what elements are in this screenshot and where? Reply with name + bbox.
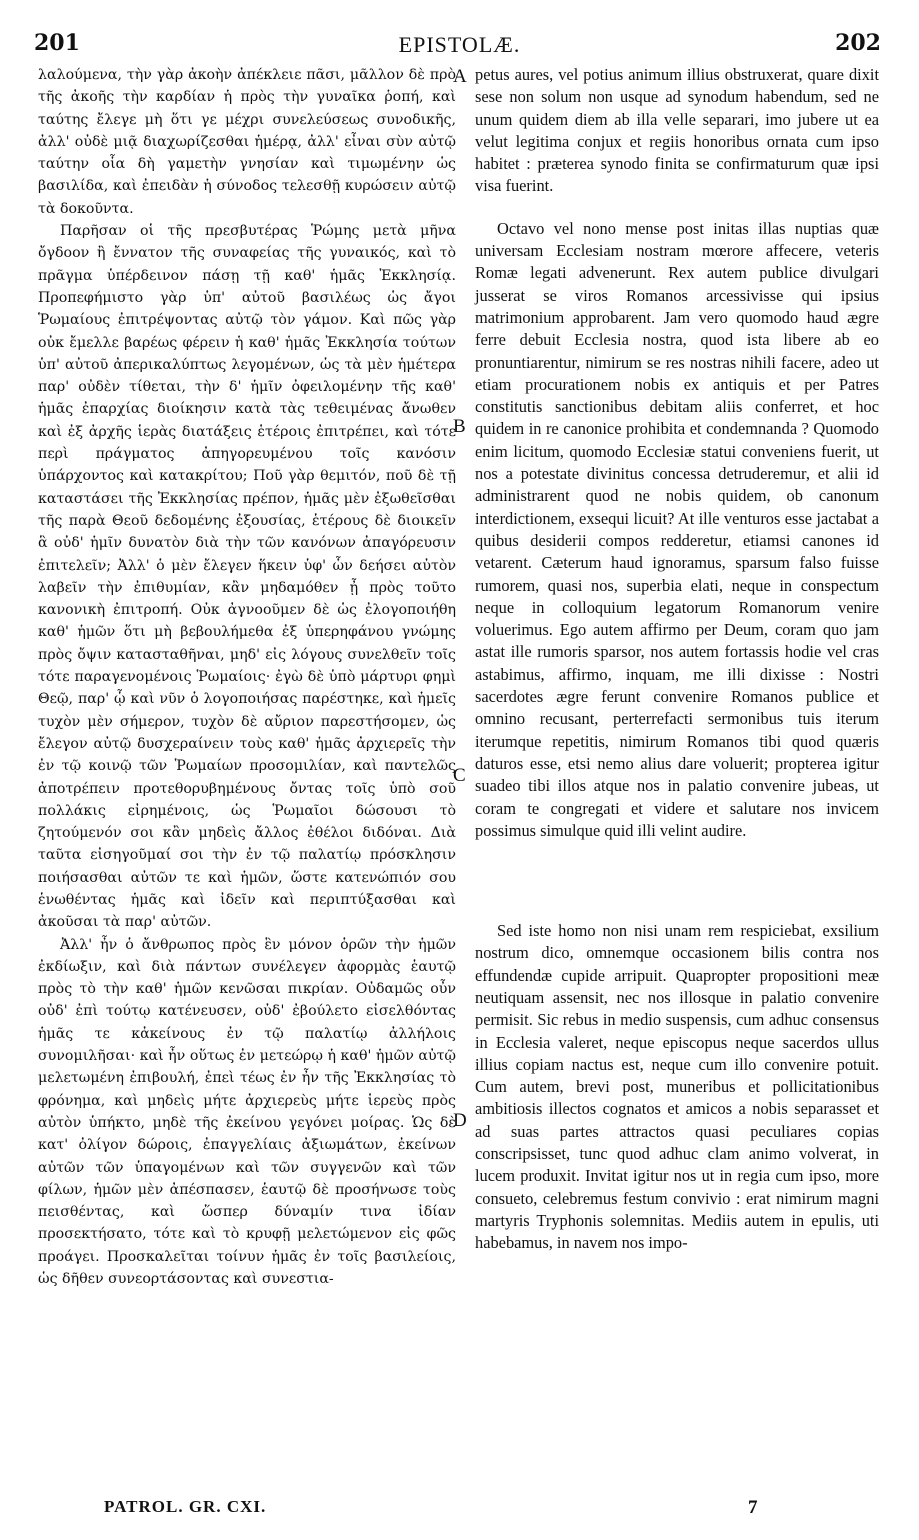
margin-letter-d: D (453, 1110, 467, 1131)
greek-paragraph-2: Παρῆσαν οἱ τῆς πρεσβυτέρας Ῥώμης μετὰ μῆνα ὄγδοον ἢ ἔννατον τῆς συναφείας τῆς γυναικός, καὶ τὸ πρᾶγμα ὑπέρδεινον πάσῃ τῇ καθ' ἡμᾶς Ἐκκλησίᾳ. Προπεφήμιστο γὰρ ὑπ' αὐτοῦ βασιλέως ὡς ἄγοι Ῥωμαίους ἐπιτρέψοντας αὐτῷ τὸν γάμον. Καὶ πῶς γὰρ οὐκ ἔμελλε βαρέως φέρειν ἡ καθ' ἡμᾶς Ἐκκλησία τούτων ὑπ' αὐτοῦ ἀπερικαλύπτως λεγομένων, ὡς τὰ μὲν ἡμέτερα παρ' οὐδὲν τίθεται, τὴν δ' ἡμῖν ὀφειλομένην τῆς καθ' ἡμᾶς ἐπαρχίας διοίκησιν κατὰ τὰς τεθειμένας ἄνωθεν καὶ ἐξ ἀρχῆς ἱερὰς διατάξεις ἑτέροις ἐπιτρέπει, καὶ τότε περὶ πράγματος ἀπηγορευμένου τοῖς κανόσιν ὑπάρχοντος καὶ κατακρίτου; Ποῦ γὰρ θεμιτόν, ποῦ δὲ τῇ καταστάσει τῆς Ἐκκλησίας πρέπον, ἡμᾶς μὲν ἐξωθεῖσθαι τῆς παρὰ Θεοῦ δεδομένης ἐξουσίας, ἑτέρους δὲ διοικεῖν ἃ οὐδ' ἡμῖν δυνατὸν διὰ τὴν τῶν κανόνων ἀπαγόρευσιν ἐπιτελεῖν; Ἀλλ' ὁ μὲν ἔλεγεν ἥκειν ὑφ' ὧν δεήσει αὐτὸν λαβεῖν τὴν ἐπιθυμίαν, κἂν μηδαμόθεν ᾖ πρὸς τοῦτο κανονικὴ ἐπιτροπή. Οὐκ ἀγνοοῦμεν δὲ ὡς ἐλογοποιήθη καθ' ἡμῶν ὅτι μὴ βεβουλήμεθα ἐξ ὑπερηφάνου γνώμης πρὸς ὄψιν κατασταθῆναι, μηδ' εἰς λόγους συνελθεῖν τοῖς τότε παραγενομένοις Ῥωμαίοις· ἐγὼ δὲ ὑπὸ μάρτυρι φημὶ Θεῷ, παρ' ᾧ καὶ νῦν ὁ λογοποιήσας παρέστηκε, καὶ ἡμεῖς τυχὸν μὲν σήμερον, τυχὸν δὲ αὔριον παρεστήσομεν, ὡς ἔλεγον αὐτῷ δυσχεραίνειν τοὺς καθ' ἡμᾶς ἀρχιερεῖς τὴν ἐν τῷ κοινῷ τῶν Ῥωμαίων προσομιλίαν, καὶ παντελῶς ἀποτρέπειν προτεθορυβημένους ὄντας τοῖς ὑπὸ σοῦ πολλάκις εἰρημένοις, ὡς Ῥωμαῖοι δώσουσι τὸ ζητούμενόν σοι κἂν μηδεὶς ἄλλος ἐθέλοι διδόναι. Διὰ ταῦτα εἰσηγοῦμαί σοι τὴν ἐν τῷ παλατίῳ πρόσκλησιν ποιήσασθαι αὐτῶν τε καὶ ἡμῶν, ὥστε κατενώπιόν σου ἑνωθέντας ἡμᾶς καὶ ἰδεῖν καὶ περιπτύξασθαι καὶ ἀκοῦσαι τὰ παρ' αὐτῶν. (38, 223, 456, 931)
margin-letter-a: A (453, 66, 467, 87)
greek-paragraph-3: Ἀλλ' ἦν ὁ ἄνθρωπος πρὸς ἓν μόνον ὁρῶν τὴν ἡμῶν ἐκδίωξιν, καὶ διὰ πάντων συνέλεγεν ἀφορμὰς ἑαυτῷ πρὸς τὸ τὴν καθ' ἡμῶν κενῶσαι πικρίαν. Οὐδαμῶς οὖν οὐδ' ἐπὶ τούτῳ κατένευσεν, οὐδ' ἐβούλετο εἰσελθόντας ἡμᾶς τε κἀκείνους ἐν τῷ παλατίῳ ἀλλήλοις συνομιλῆσαι· καὶ ἦν οὕτως ἐν μετεώρῳ ἡ καθ' ἡμῶν αὐτῷ μελετωμένη ἐπιβουλή, ἐπεὶ τέως ἐν ἦν τῆς Ἐκκλησίας τὸ φρόνημα, καὶ μηδεὶς μήτε ἀρχιερεὺς μήτε ἱερεὺς πρὸς αὐτὸν ὑπήκτο, μηδὲ τῆς ἐκείνου γεγόνει μοίρας. Ὡς δὲ κατ' ὀλίγον δώροις, ἐπαγγελίαις ἀξιωμάτων, ἐκείνων αὐτῶν τῶν ὑπαγομένων καὶ τῶν συγγενῶν καὶ τῶν φίλων, ἡμῶν μὲν ἀπέσπασεν, ἑαυτῷ δὲ προσήνωσε τοὺς πεισθέντας, καὶ ὥσπερ δύναμίν τινα ἰδίαν προσεκτήσατο, τότε καὶ τὸ κρυφῇ μελετώμενον εἰς φῶς προάγει. Προσκαλεῖται τοίνυν ἡμᾶς ἐν τοῖς βασιλείοις, ὡς δῆθεν συνεορτάσοντας καὶ συνεστια- (38, 936, 456, 1288)
greek-column (38, 64, 456, 1290)
footer-signature-number: 7 (748, 1497, 758, 1518)
footer-source: PATROL. GR. CXI. (104, 1497, 267, 1516)
greek-paragraph-1: λαλούμενα, τὴν γὰρ ἀκοὴν ἀπέκλειε πᾶσι, μᾶλλον δὲ πρὸ τῆς ἀκοῆς τὴν καρδίαν ἡ πρὸς τὴν γυναῖκα ῥοπή, καὶ ταύτης ἔλεγε μὴ ὅτι γε μέχρι συνελεύσεως συνοδικῆς, ἀλλ' οὐδὲ μιᾷ διαχωρίζεσθαι ἡμέρᾳ, ἀλλ' εἶναι σὺν αὐτῷ ταύτην οἷα δὴ γαμετὴν γνησίαν καὶ τιμωμένην ὡς βασιλίδα, καὶ ἐπειδὰν ἡ σύνοδος τελεσθῇ κυρώσειν αὐτῷ τὰ δοκοῦντα. (38, 67, 456, 217)
page-header (0, 30, 919, 66)
running-title: EPISTOLÆ. (398, 32, 521, 57)
margin-letter-c: C (453, 765, 466, 786)
latin-paragraph-3: Sed iste homo non nisi unam rem respiciebat, exsilium nostrum dico, omnemque occasionem bilis contra nos effundendæ cupide arripuit. Quapropter propositioni meæ neutiquam assensit, nec nos illosque in palatio convenire permisit. Sic rebus in medio suspensis, cum adhuc consensus in Ecclesia valeret, neque episcopus neque sacerdos ullus illius copiam nactus est, neque cum illo convenire potuit. Cum autem, brevi post, muneribus et pollicitationibus ambitiosis illectos cognatos et amicos a nobis separasset et ad suas partes attractos quasi peculiares copias conscripsisset, tunc quod adhuc clam animo volverat, in lucem produxit. Invitat igitur nos ut in regia cum ipso, more consueto, celebremus festum convivio : erat nimirum magni martyris Tryphonis solemnitas. Mediis autem in epulis, uti habebamus, in navem nos impo- (475, 921, 879, 1253)
latin-column (475, 64, 879, 1255)
margin-letter-b: B (453, 416, 466, 437)
latin-paragraph-2: Octavo vel nono mense post initas illas nuptias quæ universam Ecclesiam nostram mœrore affecere, veteris Romæ legati advenerunt. Rex autem publice divulgari jusserat se viros Romanos arcessivisse qui ipsius matrimonium approbarent. Jam vero quomodo haud ægre ferre debuit Ecclesia nostra, quod ista libere ab eo pronuntiarentur, nimirum se res nostras nihili facere, adeo ut etiam procurationem nobis ex antiquis et per Patres constitutis sanctionibus debitam aliis conferret, et hoc quidem in re canonice prohibita et condemnanda ? Quomodo enim licitum, quomodo Ecclesiæ statui conveniens fuerit, ut nos a potestate divinitus concessa detruderemur, et alii id administrarent quod ne nobis quidem, ob canonum interdictionem, exsequi licuit? At ille venturos esse jactabat a quibus desiderii compos redderetur, etiamsi canones id vetarent. Cæterum haud ignoramus, sparsum falso fuisse rumorem, quasi nos, superbia elati, neque in conspectum neque in colloquium legatorum Romanorum venire voluerimus. Ego autem affirmo per Deum, coram quo jam astat ille rumoris sparsor, nos autem fortassis hodie vel cras astabimus, affirmo, inquam, me illi dixisse : Nostri sacerdotes ægre ferunt convenire Romanos publice et omnino recusant, perterrefacti sermonibus tuis iterum iterumque repetitis, nimirum Romanos tibi quod quæris daturos esse, etsi nemo alius dare voluerit; propterea igitur suadeo tibi illos atque nos in palatio convenire jubeas, ut coram te congregati et videre et salutare nos invicem possimus simulque quid illi velint audire. (475, 218, 879, 840)
page-number-left: 201 (34, 30, 80, 56)
page-number-right: 202 (835, 30, 881, 56)
latin-paragraph-1: petus aures, vel potius animum illius obstruxerat, quare dixit sese non solum non usque ad synodum habendum, sed ne unum quidem diem ab illa velle separari, imo jubere ut ea velut legitima conjux et regiis honoribus ornata cum ipso habitet : præterea synodo finita se confirmaturum quæ ipsi visa fuerint. (475, 65, 879, 196)
